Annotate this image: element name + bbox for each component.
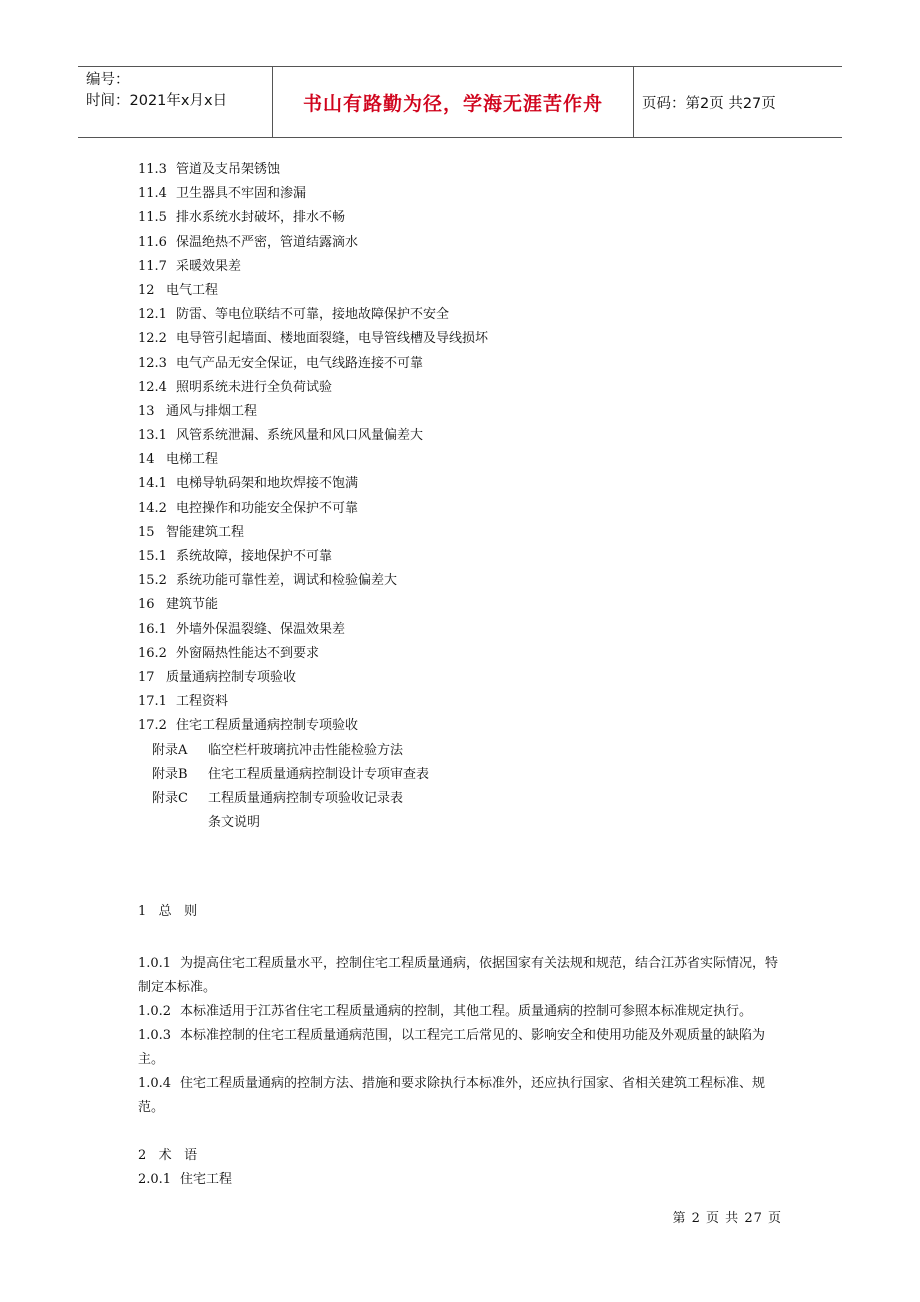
toc-item-text: 外窗隔热性能达不到要求 (176, 645, 320, 661)
code-label: 编号： (86, 72, 130, 88)
section-1 (138, 900, 788, 924)
toc-item (138, 303, 798, 327)
toc-item-number: 13 (138, 403, 155, 419)
toc-item-text: 住宅工程质量通病控制专项验收 (176, 718, 359, 734)
toc-item (138, 182, 798, 206)
page-header (78, 66, 842, 138)
toc-item-number: 11.5 (138, 210, 167, 226)
paragraph (138, 1000, 788, 1024)
toc-item (138, 327, 798, 351)
toc-item (138, 763, 798, 787)
toc-item-text: 排水系统水封破坏，排水不畅 (176, 210, 346, 226)
page-footer: 第 2 页 共 27 页 (672, 1211, 782, 1226)
toc-item-number: 附录B (152, 766, 188, 782)
toc-item (138, 448, 798, 472)
toc-item-text: 工程质量通病控制专项验收记录表 (208, 790, 404, 806)
toc-item (138, 787, 798, 811)
header-left (86, 70, 271, 112)
toc-item-text: 管道及支吊架锈蚀 (176, 162, 281, 177)
toc-item-text: 电气工程 (166, 282, 219, 298)
toc-item-text: 系统功能可靠性差，调试和检验偏差大 (176, 573, 398, 589)
toc-item-number: 11.4 (138, 186, 167, 202)
toc-item-number: 12.1 (138, 307, 167, 323)
section-1-paragraphs (138, 952, 788, 1120)
toc-item-number: 14.2 (138, 500, 167, 516)
toc-item-number: 12 (138, 282, 155, 298)
toc-item (138, 545, 798, 569)
toc-item (138, 569, 798, 593)
toc-item-number: 12.2 (138, 331, 167, 347)
toc-item (138, 424, 798, 448)
toc-item (138, 593, 798, 617)
toc-item-text: 电梯导轨码架和地坎焊接不饱满 (176, 476, 359, 492)
toc-item (138, 714, 798, 738)
header-page-info: 页码：第2页 共27页 (642, 96, 776, 112)
toc-item-number: 14 (138, 452, 155, 468)
toc-item-text: 电梯工程 (166, 452, 219, 468)
toc-item-text: 照明系统未进行全负荷试验 (176, 379, 333, 395)
toc-item-text: 住宅工程质量通病控制设计专项审查表 (208, 766, 430, 782)
toc-item (138, 231, 798, 255)
toc-item (138, 279, 798, 303)
paragraph-text: 本标准适用于江苏省住宅工程质量通病的控制，其他工程。质量通病的控制可参照本标准规定执行。 (180, 1004, 753, 1019)
toc-item-number: 15.2 (138, 573, 167, 589)
toc-item-number: 16.2 (138, 645, 167, 661)
toc-item-number: 14.1 (138, 476, 167, 492)
toc-item (138, 666, 798, 690)
paragraph-number: 1.0.1 (138, 956, 172, 971)
toc-item (138, 472, 798, 496)
toc-item (138, 206, 798, 230)
toc-item-number: 16.1 (138, 621, 167, 637)
toc-item-text: 质量通病控制专项验收 (166, 669, 297, 685)
toc-item (138, 158, 798, 182)
toc-item-text: 电气产品无安全保证，电气线路连接不可靠 (176, 355, 424, 371)
toc-item-number: 13.1 (138, 428, 167, 444)
table-of-contents (138, 158, 798, 835)
toc-item-text: 工程资料 (176, 694, 229, 710)
paragraph (138, 1072, 788, 1120)
toc-item (138, 497, 798, 521)
toc-item-number: 16 (138, 597, 155, 613)
toc-item-number: 附录A (152, 742, 188, 758)
toc-item (138, 352, 798, 376)
motto: 书山有路勤为径，学海无涯苦作舟 (272, 67, 634, 137)
toc-item (138, 521, 798, 545)
toc-item-text: 防雷、等电位联结不可靠，接地故障保护不安全 (176, 307, 450, 323)
toc-item-text: 通风与排烟工程 (166, 403, 258, 419)
toc-item-text: 系统故障，接地保护不可靠 (176, 549, 333, 564)
toc-item (138, 690, 798, 714)
toc-item (138, 400, 798, 424)
toc-item (138, 739, 798, 763)
toc-item-number: 11.3 (138, 162, 167, 177)
paragraph-number: 1.0.2 (138, 1004, 172, 1019)
paragraph (138, 952, 788, 1000)
toc-item-text: 智能建筑工程 (166, 524, 245, 540)
paragraph-number: 2.0.1 (138, 1172, 172, 1187)
toc-item-text: 条文说明 (208, 815, 261, 831)
toc-item-text: 电控操作和功能安全保护不可靠 (176, 500, 359, 516)
toc-item (138, 255, 798, 279)
toc-item-text: 外墙外保温裂缝、保温效果差 (176, 621, 346, 637)
toc-item-text: 卫生器具不牢固和渗漏 (176, 186, 307, 202)
toc-item (138, 376, 798, 400)
time-label: 时间：2021年x月x日 (86, 93, 228, 109)
toc-item-number: 附录C (152, 790, 188, 806)
toc-item-number: 17.2 (138, 718, 167, 734)
toc-item-text: 临空栏杆玻璃抗冲击性能检验方法 (208, 742, 404, 758)
toc-item-text: 电导管引起墙面、楼地面裂缝，电导管线槽及导线损坏 (176, 331, 489, 347)
section-heading: 2 术 语 (138, 1148, 198, 1163)
toc-item-text: 建筑节能 (166, 597, 219, 613)
toc-item-number: 15.1 (138, 549, 167, 564)
toc-item (138, 618, 798, 642)
toc-item (138, 811, 798, 835)
toc-item-text: 保温绝热不严密，管道结露滴水 (176, 234, 359, 250)
paragraph (138, 1168, 788, 1192)
toc-item-number: 12.4 (138, 379, 167, 395)
toc-item-number: 12.3 (138, 355, 167, 371)
section-2 (138, 1144, 788, 1192)
toc-item-text: 采暖效果差 (176, 258, 242, 274)
toc-item-number: 17 (138, 669, 155, 685)
paragraph-text: 为提高住宅工程质量水平，控制住宅工程质量通病，依据国家有关法规和规范，结合江苏省实际情况，特制定本标准。 (138, 956, 779, 995)
toc-item (138, 642, 798, 666)
paragraph-number: 1.0.3 (138, 1028, 172, 1043)
paragraph-text: 本标准控制的住宅工程质量通病范围，以工程完工后常见的、影响安全和使用功能及外观质量的缺陷为主。 (138, 1028, 766, 1067)
section-heading: 1 总 则 (138, 904, 198, 919)
paragraph-text: 住宅工程质量通病的控制方法、措施和要求除执行本标准外，还应执行国家、省相关建筑工程标准、规范。 (138, 1076, 766, 1115)
toc-item-number: 11.6 (138, 234, 167, 250)
toc-item-text: 风管系统泄漏、系统风量和风口风量偏差大 (176, 428, 424, 444)
toc-item-number: 11.7 (138, 258, 167, 274)
paragraph-number: 1.0.4 (138, 1076, 172, 1091)
toc-item-number: 17.1 (138, 694, 167, 710)
paragraph (138, 1024, 788, 1072)
paragraph-text: 住宅工程 (180, 1172, 233, 1187)
toc-item-number: 15 (138, 524, 155, 540)
